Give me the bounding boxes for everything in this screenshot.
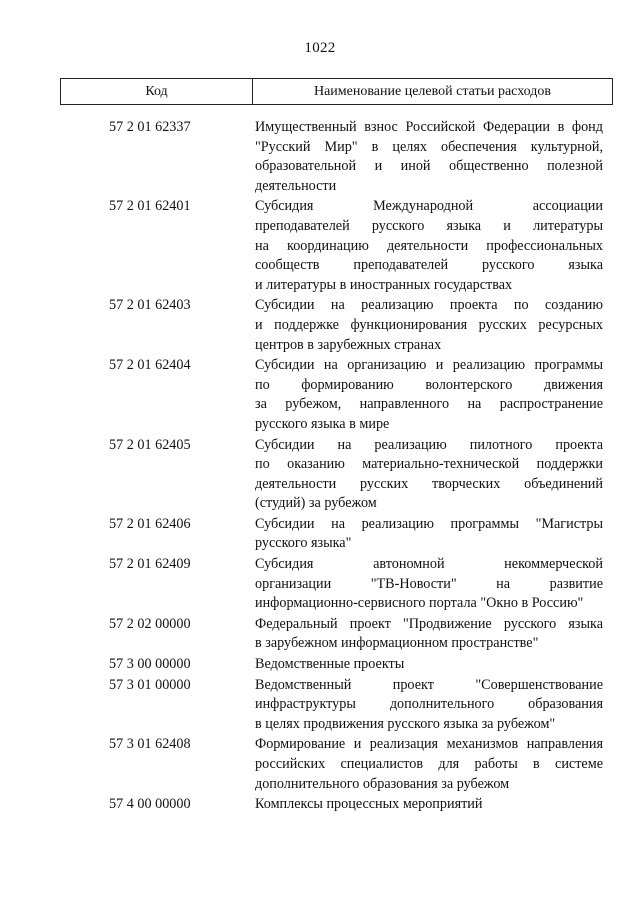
- table-row: [0, 356, 640, 434]
- row-code: 57 2 01 62409: [109, 556, 191, 573]
- description-line: деятельности русских творческих объединений: [255, 475, 603, 492]
- description-line: по формированию волонтерского движения: [255, 376, 603, 393]
- table-row: [0, 118, 640, 196]
- table-row: [0, 197, 640, 295]
- table-row: [0, 795, 640, 815]
- description-line: на координацию деятельности профессиональных: [255, 237, 603, 254]
- description-line: Формирование и реализация механизмов направления: [255, 736, 603, 753]
- description-line: "Русский Мир" в целях обеспечения культурной,: [255, 138, 603, 155]
- description-line: Имущественный взнос Российской Федерации в фонд: [255, 119, 603, 135]
- row-description: [255, 118, 603, 196]
- description-line: российских специалистов для работы в системе: [255, 756, 603, 772]
- table-row: [0, 735, 640, 794]
- description-line: Субсидии на организацию и реализацию программы: [255, 357, 603, 374]
- row-code: 57 2 01 62405: [109, 436, 191, 453]
- description-line: Субсидии на реализацию программы "Магистры: [255, 515, 603, 532]
- row-description: [255, 296, 603, 355]
- description-line: (студий) за рубежом: [255, 495, 377, 512]
- row-description: [255, 356, 603, 434]
- row-description: [255, 555, 603, 614]
- row-code: 57 2 01 62403: [109, 297, 191, 314]
- description-line: и поддержке функционирования русских ресурсных: [255, 316, 603, 333]
- row-description: [255, 655, 603, 675]
- table-row: [0, 296, 640, 355]
- table-row: [0, 515, 640, 554]
- page-number: 1022: [304, 40, 336, 56]
- row-description: [255, 676, 603, 735]
- row-code: 57 2 01 62404: [109, 357, 191, 374]
- row-code: 57 4 00 00000: [109, 796, 191, 813]
- table-header: [60, 78, 613, 105]
- description-line: Федеральный проект "Продвижение русского языка: [255, 615, 603, 632]
- row-code: 57 3 00 00000: [109, 656, 191, 673]
- description-line: деятельности: [255, 177, 337, 194]
- description-line: преподавателей русского языка и литературы: [255, 217, 603, 234]
- description-line: сообществ преподавателей русского языка: [255, 257, 603, 274]
- description-line: русского языка в мире: [255, 415, 390, 432]
- row-description: [255, 735, 603, 794]
- description-line: образовательной и иной общественно полезной: [255, 158, 603, 175]
- description-line: по оказанию материально-технической поддержки: [255, 456, 603, 473]
- row-description: [255, 436, 603, 514]
- row-description: [255, 515, 603, 554]
- row-code: 57 2 01 62337: [109, 119, 191, 135]
- description-line: и литературы в иностранных государствах: [255, 276, 513, 293]
- description-line: центров в зарубежных странах: [255, 336, 442, 353]
- row-code: 57 3 01 62408: [109, 736, 191, 753]
- description-line: в целях продвижения русского языка за рубежом": [255, 715, 556, 732]
- description-line: дополнительного образования за рубежом: [255, 775, 510, 792]
- row-code: 57 2 01 62401: [109, 198, 191, 215]
- row-description: [255, 795, 603, 815]
- table-row: [0, 555, 640, 614]
- header-code: Код: [61, 79, 253, 104]
- description-line: Комплексы процессных мероприятий: [255, 796, 483, 813]
- row-description: [255, 197, 603, 295]
- table-row: [0, 676, 640, 735]
- table-body: [0, 118, 640, 816]
- description-line: организации "ТВ-Новости" на развитие: [255, 575, 603, 592]
- description-line: Субсидия Международной ассоциации: [255, 198, 603, 215]
- description-line: за рубежом, направленного на распространение: [255, 396, 603, 413]
- header-name: Наименование целевой статьи расходов: [313, 83, 552, 99]
- description-line: информационно-сервисного портала "Окно в Россию": [255, 595, 584, 612]
- description-line: Ведомственный проект "Совершенствование: [255, 676, 603, 693]
- description-line: Субсидия автономной некоммерческой: [255, 556, 603, 573]
- table-row: [0, 655, 640, 675]
- description-line: в зарубежном информационном пространстве": [255, 635, 539, 652]
- row-code: 57 2 01 62406: [109, 515, 191, 532]
- row-code: 57 3 01 00000: [109, 676, 191, 693]
- table-row: [0, 436, 640, 514]
- description-line: Ведомственные проекты: [255, 656, 405, 673]
- description-line: Субсидии на реализацию проекта по созданию: [255, 297, 603, 314]
- row-description: [255, 615, 603, 654]
- description-line: русского языка": [255, 535, 352, 552]
- description-line: Субсидии на реализацию пилотного проекта: [255, 436, 603, 453]
- description-line: инфраструктуры дополнительного образования: [255, 696, 603, 713]
- row-code: 57 2 02 00000: [109, 615, 191, 632]
- table-row: [0, 615, 640, 654]
